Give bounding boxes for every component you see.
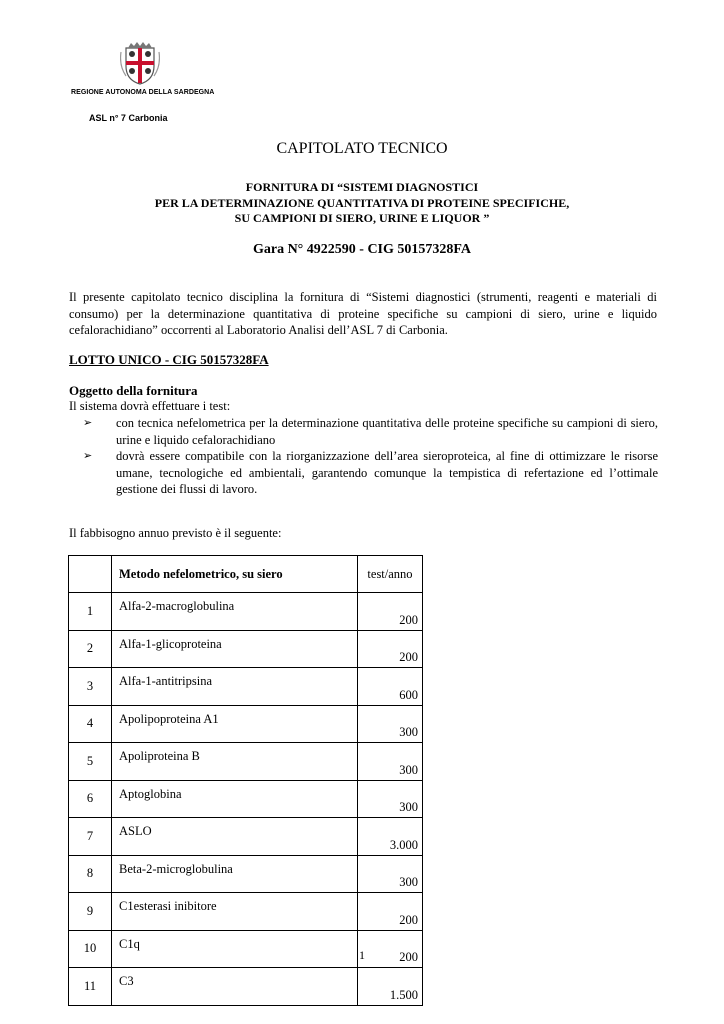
table-row [69, 705, 423, 743]
test-name: Alfa-1-glicoproteina [112, 630, 358, 668]
test-count: 200 [358, 593, 423, 631]
row-number: 11 [69, 968, 112, 1006]
table-header-row [69, 556, 423, 593]
list-item [83, 448, 658, 498]
test-count: 200 [358, 930, 423, 968]
test-requirements-table [68, 555, 423, 1006]
test-name: Apolipoproteina A1 [112, 705, 358, 743]
test-name: C1esterasi inibitore [112, 893, 358, 931]
gara-identifier: Gara N° 4922590 - CIG 50157328FA [252, 242, 472, 257]
test-count: 300 [358, 743, 423, 781]
row-number: 4 [69, 705, 112, 743]
bullet-text: dovrà essere compatibile con la riorganizzazione dell’area sieroproteica, al fine di ottimizzare le risorse umane, tecnologiche ed ambientali, garantendo comunque la tempistica di refertazione ed l’ottimale gestione dei flussi di lavoro. [116, 449, 658, 496]
test-count: 300 [358, 780, 423, 818]
test-name: Beta-2-microglobulina [112, 855, 358, 893]
table-row [69, 630, 423, 668]
row-number: 3 [69, 668, 112, 706]
subtitle-line-3: SU CAMPIONI DI SIERO, URINE E LIQUOR ” [234, 211, 490, 225]
row-number: 6 [69, 780, 112, 818]
header-method: Metodo nefelometrico, su siero [112, 556, 358, 593]
test-count: 3.000 [358, 818, 423, 856]
row-number: 7 [69, 818, 112, 856]
row-number: 10 [69, 930, 112, 968]
table-row [69, 743, 423, 781]
row-number: 8 [69, 855, 112, 893]
region-name: REGIONE AUTONOMA DELLA SARDEGNA [71, 89, 215, 96]
test-name: Aptoglobina [112, 780, 358, 818]
requirements-list [83, 415, 658, 498]
lotto-heading: LOTTO UNICO - CIG 50157328FA [69, 352, 269, 367]
test-count: 600 [358, 668, 423, 706]
table-row [69, 593, 423, 631]
sardinia-coat-of-arms-icon [120, 40, 160, 86]
arrow-bullet-icon: ➢ [83, 416, 93, 429]
table-row [69, 968, 423, 1006]
table-row [69, 893, 423, 931]
test-name: C3 [112, 968, 358, 1006]
oggetto-intro: Il sistema dovrà effettuare i test: [69, 399, 231, 413]
row-number: 2 [69, 630, 112, 668]
subtitle-line-1: FORNITURA DI “SISTEMI DIAGNOSTICI [245, 180, 479, 194]
test-count: 200 [358, 630, 423, 668]
test-count: 300 [358, 855, 423, 893]
test-name: Alfa-1-antitripsina [112, 668, 358, 706]
bullet-text: con tecnica nefelometrica per la determinazione quantitativa delle proteine specifiche su campioni di siero, urine e liquido cefalorachidiano [116, 416, 658, 447]
test-name: Apoliproteina B [112, 743, 358, 781]
asl-label: ASL n° 7 Carbonia [89, 113, 168, 123]
test-name: C1q [112, 930, 358, 968]
table-row [69, 668, 423, 706]
test-count: 1.500 [358, 968, 423, 1006]
fabbisogno-text: Il fabbisogno annuo previsto è il seguente: [69, 526, 282, 540]
intro-paragraph: Il presente capitolato tecnico disciplina la fornitura di “Sistemi diagnostici (strumenti, reagenti e materiali di consumo) per la determinazione quantitativa di proteine specifiche su campioni di siero, urine e liquido cefalorachidiano” occorrenti al Laboratorio Analisi dell’ASL 7 di Carbonia. [69, 290, 657, 337]
subtitle-line-2: PER LA DETERMINAZIONE QUANTITATIVA DI PROTEINE SPECIFICHE, [154, 196, 570, 210]
table-row [69, 780, 423, 818]
oggetto-heading: Oggetto della fornitura [69, 383, 198, 398]
row-number: 1 [69, 593, 112, 631]
row-number: 9 [69, 893, 112, 931]
test-name: ASLO [112, 818, 358, 856]
table-row [69, 855, 423, 893]
test-count: 300 [358, 705, 423, 743]
header-tests: test/anno [358, 556, 423, 593]
page-number: 1 [359, 948, 365, 962]
row-number: 5 [69, 743, 112, 781]
test-count: 200 [358, 893, 423, 931]
table-row [69, 818, 423, 856]
arrow-bullet-icon: ➢ [83, 449, 93, 462]
list-item [83, 415, 658, 448]
test-name: Alfa-2-macroglobulina [112, 593, 358, 631]
header-num [69, 556, 112, 593]
page-title: CAPITOLATO TECNICO [276, 140, 448, 157]
region-logo [70, 40, 220, 86]
